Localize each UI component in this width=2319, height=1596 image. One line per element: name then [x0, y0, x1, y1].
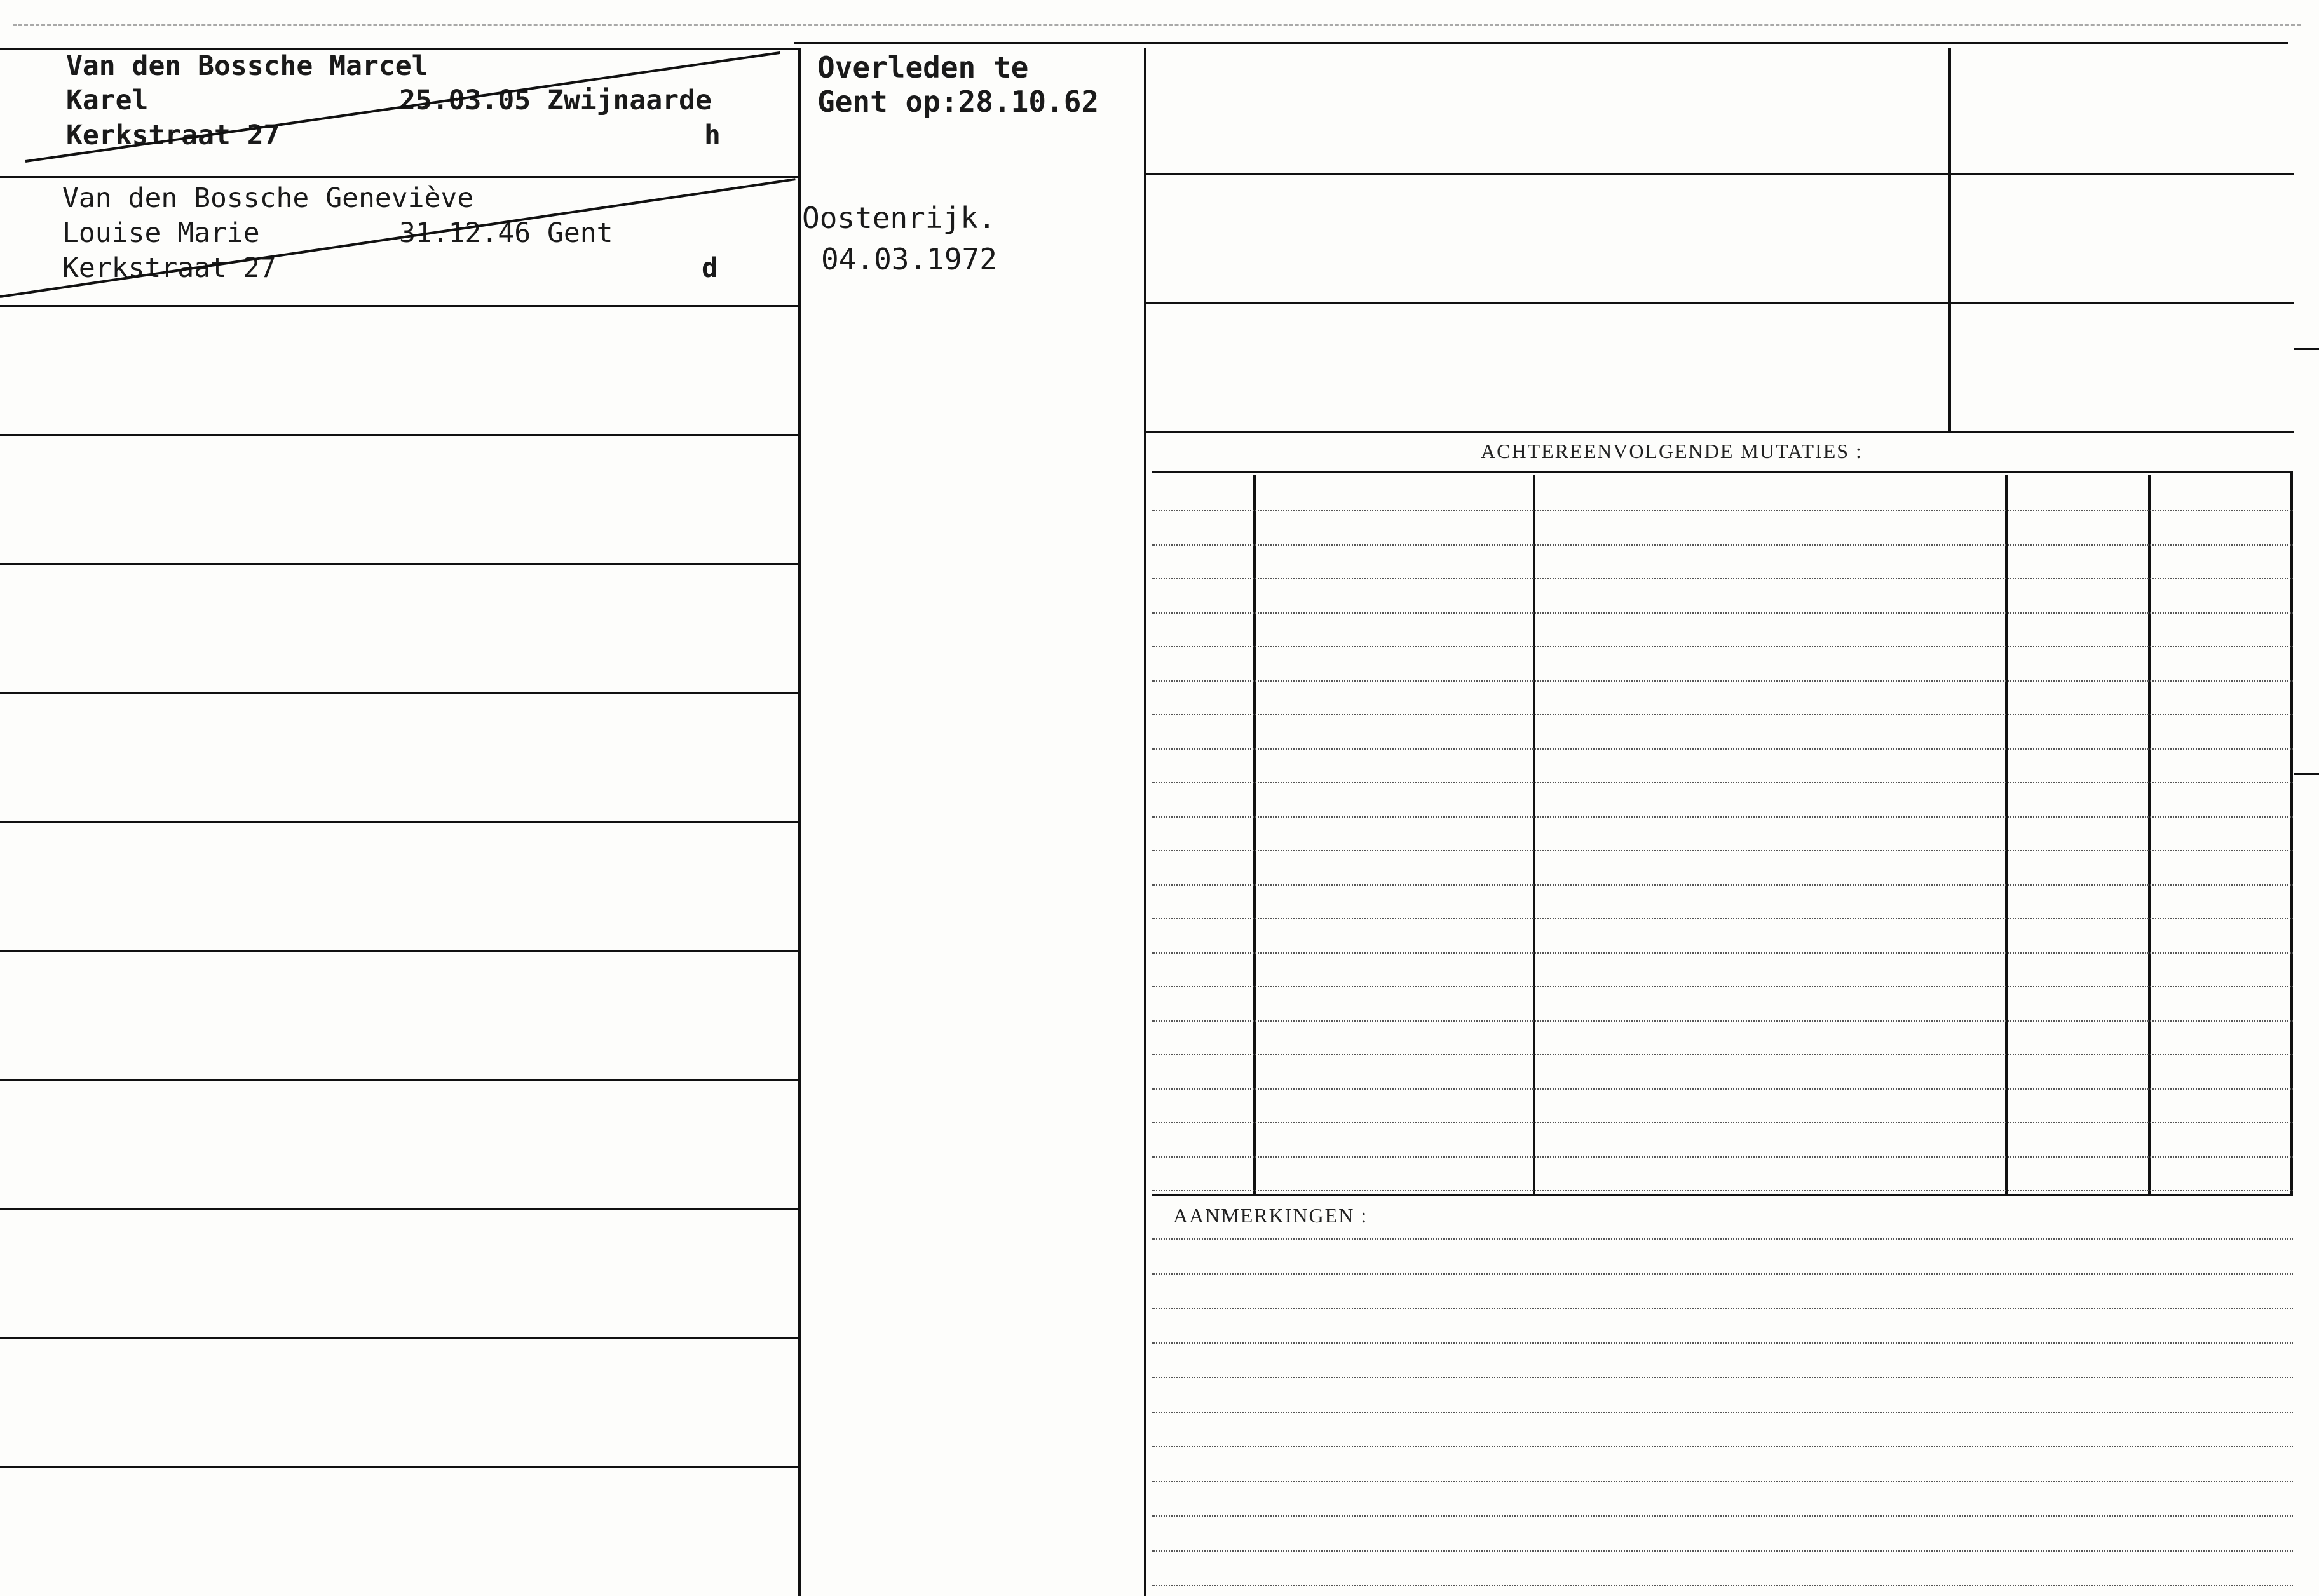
- person-name: Van den Bossche Geneviève: [62, 182, 474, 214]
- ruled-line: [1152, 1238, 2293, 1240]
- left-rule: [0, 1079, 801, 1081]
- ruled-line: [1152, 680, 2293, 682]
- ruled-line: [1152, 1156, 2293, 1158]
- ruled-line: [1152, 1273, 2293, 1275]
- emigration-date: 04.03.1972: [821, 242, 997, 276]
- ruled-line: [1152, 578, 2293, 579]
- left-rule: [0, 1208, 801, 1210]
- person-address: Kerkstraat 27: [62, 252, 276, 284]
- column-divider: [798, 48, 801, 1596]
- ruled-line: [1152, 1308, 2293, 1309]
- mutations-col: [1253, 475, 1256, 1194]
- person-first-names: Louise Marie: [62, 217, 260, 249]
- column-divider: [1144, 48, 1146, 1596]
- top-rule: [794, 42, 2288, 44]
- edge-tick: [2294, 773, 2319, 775]
- edge-tick: [2294, 348, 2319, 350]
- left-rule: [0, 434, 801, 436]
- ruled-line: [1152, 748, 2293, 750]
- person-relation: h: [704, 119, 721, 151]
- ruled-line: [1152, 612, 2293, 614]
- person-birth: 25.03.05 Zwijnaarde: [399, 85, 712, 116]
- right-rule: [1144, 302, 2294, 304]
- ruled-line: [1152, 986, 2293, 987]
- ruled-line: [1152, 782, 2293, 783]
- person-relation: d: [702, 252, 718, 284]
- person-first-names: Karel: [66, 85, 149, 116]
- ruled-line: [1152, 1515, 2293, 1517]
- ruled-line: [1152, 952, 2293, 954]
- left-rule: [0, 692, 801, 694]
- scan-edge: [13, 24, 2301, 26]
- ruled-line: [1152, 1446, 2293, 1447]
- mutations-bottom-rule: [1152, 1194, 2293, 1196]
- ruled-line: [1152, 1377, 2293, 1378]
- ruled-line: [1152, 1550, 2293, 1552]
- ruled-line: [1152, 1190, 2293, 1191]
- ruled-line: [1152, 544, 2293, 546]
- person-birth: 31.12.46 Gent: [399, 217, 613, 249]
- ruled-line: [1152, 510, 2293, 511]
- mutations-col: [2005, 475, 2008, 1194]
- mutations-heading: ACHTEREENVOLGENDE MUTATIES :: [1481, 440, 1863, 463]
- mutations-top-rule: [1152, 471, 2293, 473]
- death-date: Gent op:28.10.62: [817, 85, 1099, 119]
- ruled-line: [1152, 1122, 2293, 1123]
- column-divider: [1948, 48, 1951, 431]
- right-rule: [1144, 431, 2294, 433]
- ruled-line: [1152, 918, 2293, 919]
- ruled-line: [1152, 1020, 2293, 1022]
- ruled-line: [1152, 884, 2293, 886]
- ruled-line: [1152, 1054, 2293, 1055]
- emigration-place: Oostenrijk.: [802, 201, 996, 235]
- ruled-line: [1152, 714, 2293, 715]
- ruled-line: [1152, 1585, 2293, 1586]
- left-rule: [0, 1466, 801, 1468]
- ruled-line: [1152, 850, 2293, 851]
- person-name: Van den Bossche Marcel: [66, 50, 428, 82]
- mutations-col: [2148, 475, 2151, 1194]
- right-rule: [1144, 173, 2294, 175]
- left-rule: [0, 176, 801, 178]
- ruled-line: [1152, 1412, 2293, 1413]
- remarks-heading: AANMERKINGEN :: [1173, 1204, 1368, 1227]
- ruled-line: [1152, 1342, 2293, 1344]
- left-rule: [0, 950, 801, 952]
- death-note: Overleden te: [817, 50, 1029, 85]
- left-rule: [0, 1337, 801, 1339]
- person-address: Kerkstraat 27: [66, 119, 280, 151]
- ruled-line: [1152, 816, 2293, 818]
- ruled-line: [1152, 1088, 2293, 1090]
- mutations-col: [1533, 475, 1535, 1194]
- ruled-line: [1152, 646, 2293, 647]
- left-rule: [0, 821, 801, 823]
- left-rule: [0, 305, 801, 307]
- left-rule: [0, 563, 801, 565]
- ruled-line: [1152, 1481, 2293, 1482]
